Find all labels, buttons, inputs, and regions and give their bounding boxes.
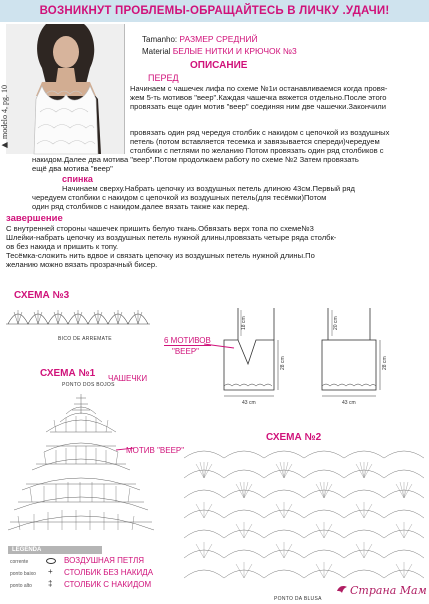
ponto-blusa: PONTO DA BLUSA [274,596,322,602]
front-strap-dim: 18 cm [241,316,247,330]
front-line-3: провязать еще один мотив "веер" соединяя ним две чашечки.Закончили [130,102,386,111]
back-line-1: Начинаем сверху.Набрать цепочку из воздушных петель длиною 43см.Первый ряд [62,184,355,193]
front-line-7: накидом.Далее два мотива "веер".Потом продолжаем работу по схеме №2 Затем провязать [32,155,359,164]
legend-list [8,556,183,592]
back-line-2: чередуем столбики с накидом с цепочкой из воздушных петель(для тесёмки)Потом [32,193,327,202]
schema1-label: СХЕМА №1 [40,368,96,379]
site-watermark: Страна Мам [350,584,427,597]
watermark-bird-icon [335,582,349,596]
schema2-label: СХЕМА №2 [266,432,322,443]
model-figure-image [6,24,124,154]
material-label: Material [142,47,171,56]
material-row [142,46,297,56]
double-crochet-icon: ‡ [48,579,53,588]
finish-line-3: ов без накида и пришить к топу. [6,242,119,251]
finish-line-2: Шлейки-набрать цепочку из воздушных петель нужной длины,провязать четыре ряда столбк- [6,233,337,242]
size-value: РАЗМЕР СРЕДНИЙ [179,34,258,44]
back-line-3: один ряд столбиков с накидом.далее вязать также как перед. [32,202,250,211]
legend-sc-ru: СТОЛБИК БЕЗ НАКИДА [64,568,154,577]
front-height-dim: 28 cm [280,356,286,370]
front-line-1: Начинаем с чашечек лифа по схеме №1и останавливаемся когда провя- [130,84,388,93]
front-width-dim: 43 cm [242,400,256,406]
front-line-2: жем 5-ть мотивов "веер".Каждая чашечка вяжется отдельно.После этого [130,93,387,102]
legend-sc-pt: ponto baixo [10,571,36,577]
legend-dc-ru: СТОЛБИК С НАКИДОМ [64,580,152,589]
motifs-label-1: 6 МОТИВОВ [164,336,211,345]
ponto-bojos: PONTO DOS BOJOS [62,382,115,388]
bico-caption: BICO DE ARREMATE [58,336,112,342]
back-strap-dim: 20 cm [333,316,339,330]
finish-heading: завершение [6,213,63,224]
schema1-diagram [6,388,156,538]
fan-motif-label: МОТИВ "ВЕЕР" [126,446,185,455]
back-heading: спинка [62,174,93,184]
schema2-diagram [180,444,426,594]
size-row [142,34,258,44]
front-heading: ПЕРЕД [148,73,179,83]
schema3-diagram [4,302,154,336]
description-heading: ОПИСАНИЕ [190,60,248,71]
legend-item-sc [8,568,183,580]
front-line-8: ещё два мотива "веер" [32,164,113,173]
legend-title: LEGENDA [8,546,102,554]
legend-chain-pt: corrente [10,559,29,565]
page-banner: ВОЗНИКНУТ ПРОБЛЕМЫ-ОБРАЩАЙТЕСЬ В ЛИЧКУ .УДАЧИ! [0,0,429,22]
legend-item-chain [8,556,183,568]
front-line-5: петель (потом вставляется тесемка и завязывается спереди)чередуем [130,137,380,146]
legend-chain-ru: ВОЗДУШНАЯ ПЕТЛЯ [64,556,144,565]
single-crochet-icon: + [48,567,53,576]
back-schematic [310,300,390,410]
page-reference: ▶ modelo 4, pg. 10 [0,85,9,150]
front-line-6: столбики с петлями по желанию Потом провязать один ряд столбиков с [130,146,384,155]
back-height-dim: 28 cm [382,356,388,370]
size-label: Tamanho: [142,35,178,44]
schema3-label: СХЕМА №3 [14,290,70,301]
cups-label: ЧАШЕЧКИ [108,374,148,383]
front-line-4: провязать один ряд чередуя столбик с накидом с цепочкой из воздушных [130,128,390,137]
motifs-label-2: "ВЕЕР" [172,347,200,356]
chain-stitch-icon [46,558,56,564]
material-value: БЕЛЫЕ НИТКИ И КРЮЧОК №3 [172,46,297,56]
finish-line-1: С внутренней стороны чашечек пришить белую ткань.Обвязать верх топа по схеме№3 [6,224,314,233]
legend-item-dc [8,580,183,592]
finish-line-4: Тесёмка-сложить нить вдвое и связать цепочку из воздушных петель нужной длины.По [6,251,315,260]
finish-line-5: желанию можно вязать прозрачный бисер. [6,260,158,269]
legend-dc-pt: ponto alto [10,583,32,589]
model-photo [6,24,125,154]
back-width-dim: 43 cm [342,400,356,406]
